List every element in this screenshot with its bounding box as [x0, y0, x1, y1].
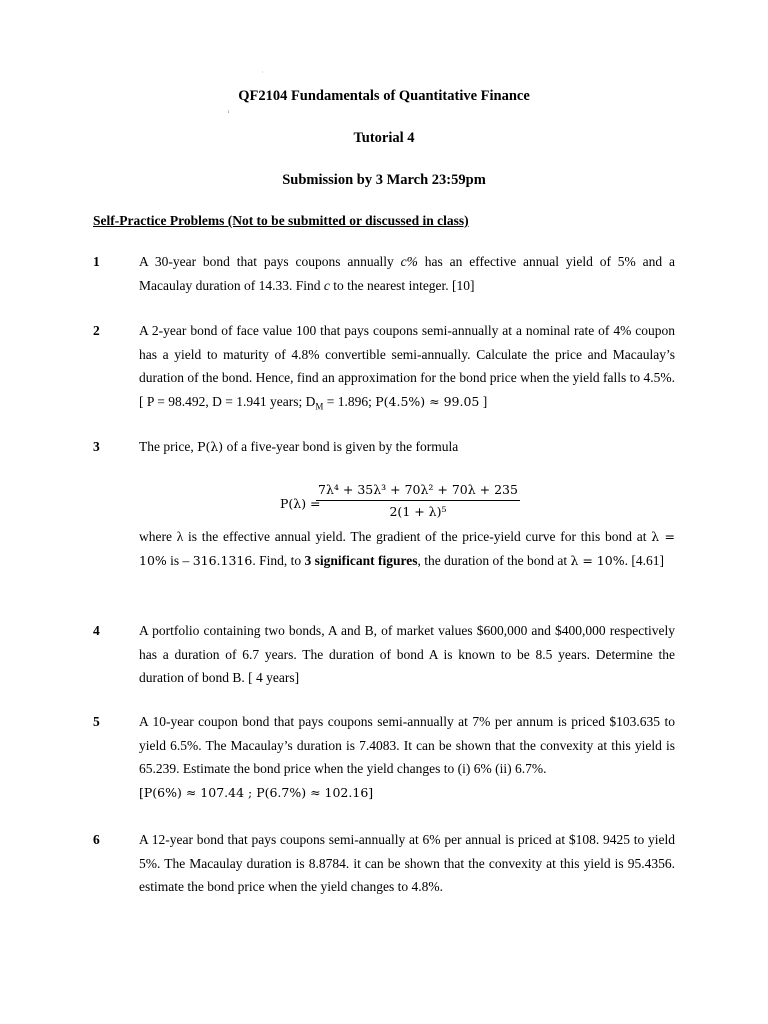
question-number: 6 [93, 832, 100, 847]
formula-numerator: 7λ⁴ + 35λ³ + 70λ² + 70λ + 235 [316, 482, 520, 501]
question-number: 1 [93, 254, 100, 269]
scan-mark: ' [262, 72, 263, 77]
course-title: QF2104 Fundamentals of Quantitative Finance [238, 88, 530, 104]
tutorial-title: Tutorial 4 [353, 130, 415, 146]
formula-denominator: 2(1 + λ)⁵ [389, 504, 447, 519]
question-2-text: A 2-year bond of face value 100 that pays coupons semi-annually at a nominal rate of 4% coupon has a yield to maturity of 4.8% convertible semi-annually. Calculate the price and Macaulay’s duration of the bond. Hence, find an approximation for the bond price when the yield falls to 4.5%. [ P = 98.492, D = 1.941 years; $D_M = 1.896$; P(4.5%) ≈ 99.05 ] [139, 323, 675, 412]
question-4-text: A portfolio containing two bonds, A and B, of market values $600,000 and $400,000 respectively has a duration of 6.7 years. The duration of bond A is known to be 8.5 years. Determine the duration of bond B. [ 4 years] [139, 623, 675, 685]
scan-mark: ı [228, 110, 230, 115]
question-3-intro: The price, P(λ) of a five-year bond is given by the formula [139, 439, 459, 454]
section-heading: Self-Practice Problems (Not to be submitted or discussed in class) [93, 213, 469, 228]
formula-lhs: P(λ) = [280, 496, 321, 511]
question-5-text: A 10-year coupon bond that pays coupons semi-annually at 7% per annum is priced $103.635 to yield 6.5%. The Macaulay’s duration is 7.4083. It can be shown that the convexity at this yield is 65.239. Estimate the bond price when the yield changes to (i) 6% (ii) 6.7%. [P(6%) ≈ 107.44 ; P(6.7%) ≈ 102.16] [139, 714, 675, 800]
submission-deadline: Submission by 3 March 23:59pm [282, 172, 486, 188]
question-3-text: where λ is the effective annual yield. The gradient of the price-yield curve for this bond at λ = 10% is – 316.1316. Find, to 3 significant figures, the duration of the bond at λ = 10%. [4.61] [139, 529, 675, 568]
question-number: 4 [93, 623, 100, 638]
question-number: 2 [93, 323, 100, 338]
price-formula [280, 482, 600, 530]
question-number: 3 [93, 439, 100, 454]
question-6-text: A 12-year bond that pays coupons semi-annually at 6% per annual is priced at $108. 9425 to yield 5%. The Macaulay duration is 8.8784. it can be shown that the convexity at this yield is 95.4356. estimate the bond price when the yield changes to 4.8%. [139, 832, 675, 894]
formula-fraction [316, 482, 520, 519]
question-number: 5 [93, 714, 100, 729]
question-1-text: A 30-year bond that pays coupons annually c% has an effective annual yield of 5% and a Macaulay duration of 14.33. Find c to the nearest integer. [10] [139, 254, 675, 293]
